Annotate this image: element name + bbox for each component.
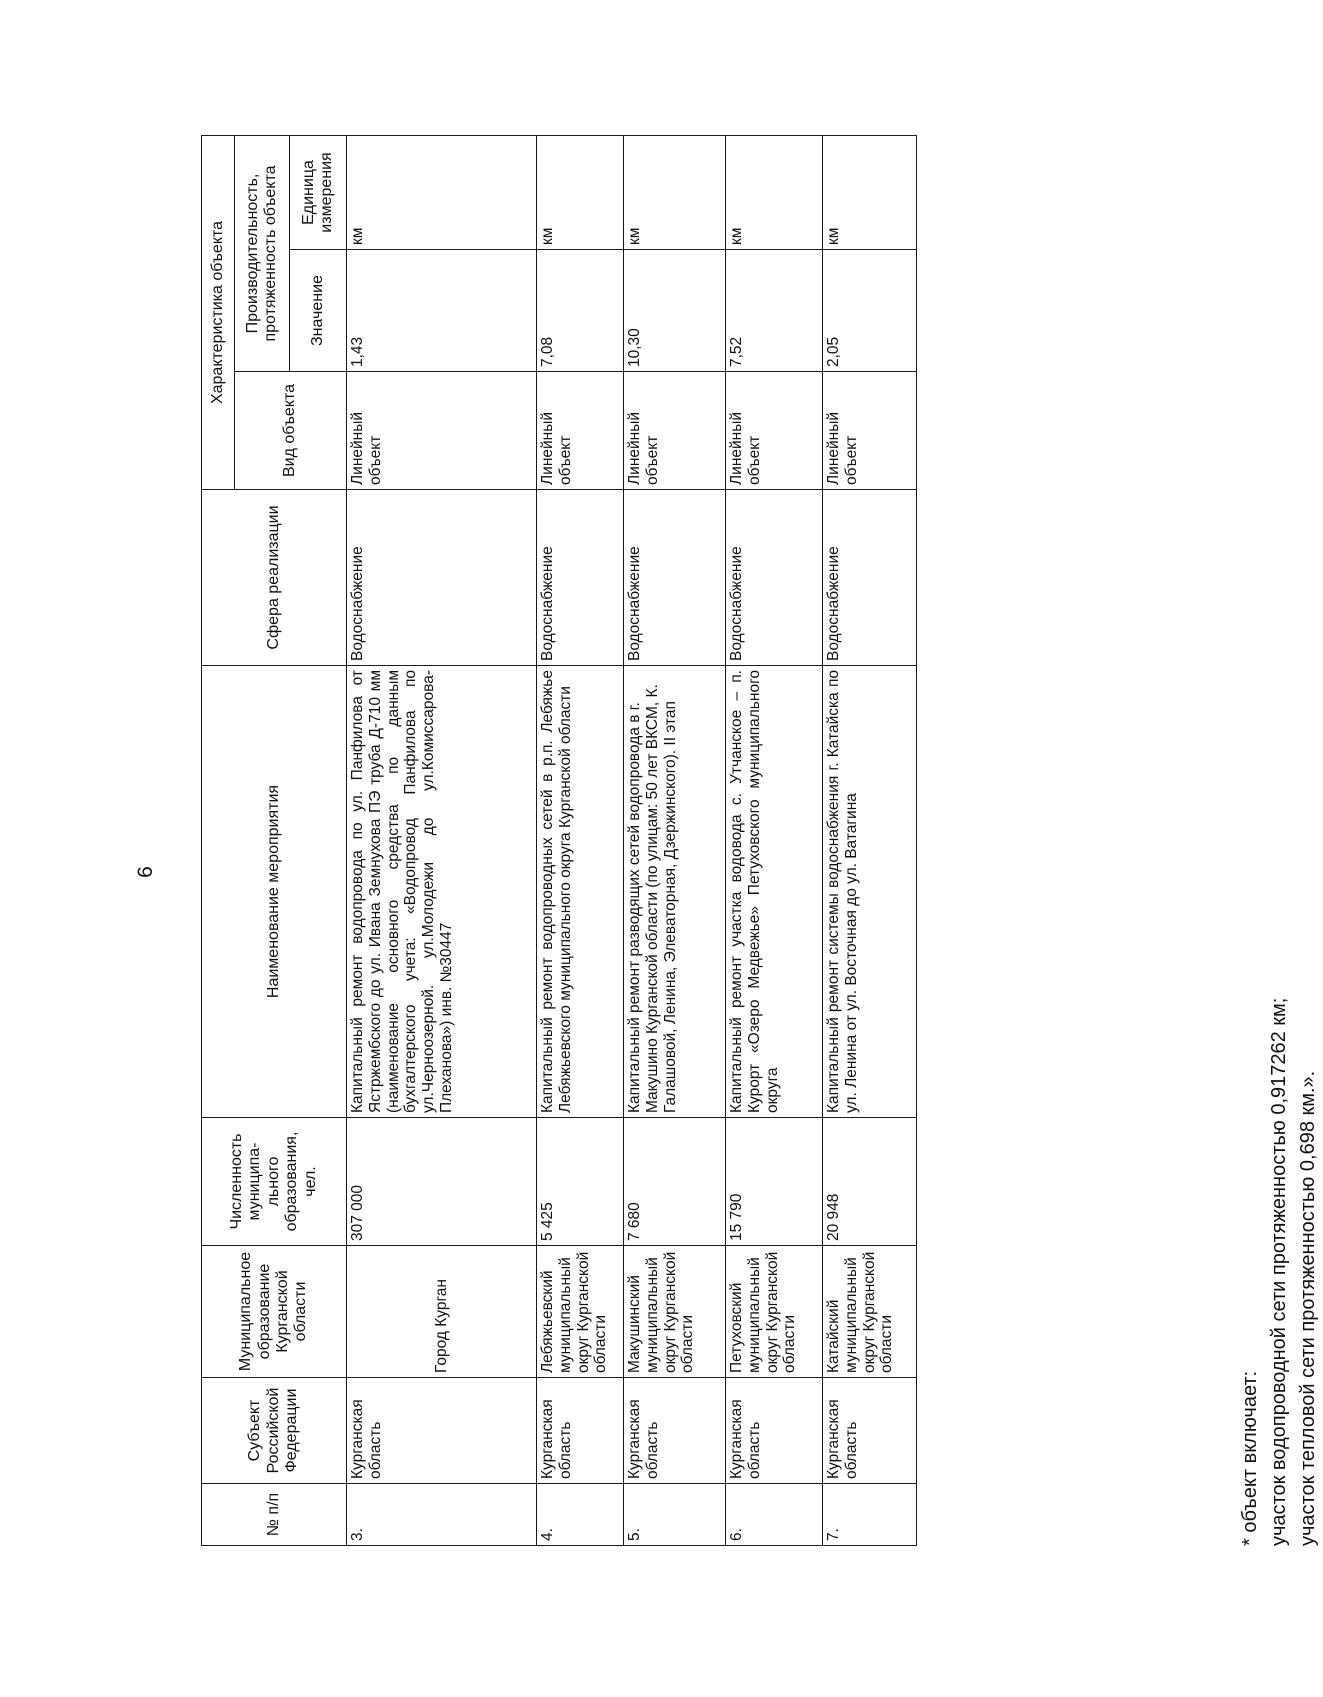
row-subject: Курганская область (726, 1378, 823, 1484)
footnote-water-segment: участок водопроводной сети протяженностью 0,917262 км; (1268, 997, 1290, 1546)
table-row (726, 136, 823, 1546)
row-municipality: Город Курган (347, 1246, 537, 1378)
row-subject: Курганская область (537, 1378, 624, 1484)
header-characteristic: Характеристика объекта (202, 136, 235, 490)
header-unit: Единица измерения (290, 136, 347, 250)
footnote-heat-segment: участок тепловой сети протяженностью 0,698 км.». (1297, 1070, 1319, 1546)
row-unit: км (726, 136, 823, 250)
row-value: 7,08 (537, 250, 624, 372)
row-municipality: Лебяжьевский муниципальный округ Курганской области (537, 1246, 624, 1378)
row-value: 2,05 (823, 250, 917, 372)
page-number: 6 (133, 866, 157, 878)
row-subject: Курганская область (624, 1378, 726, 1484)
header-capacity: Производительность, протяженность объекта (235, 136, 290, 372)
row-name: Капитальный ремонт водопроводных сетей в р.п. Лебяжье Лебяжьевского муниципального округа Курганской области (537, 666, 624, 1118)
header-row-1 (202, 136, 235, 1546)
header-value: Значение (290, 250, 347, 372)
row-municipality: Катайский муниципальный округ Курганской области (823, 1246, 917, 1378)
row-num: 4. (537, 1484, 624, 1546)
row-population: 5 425 (537, 1118, 624, 1246)
row-name: Капитальный ремонт участка водовода с. Утчанское – п. Курорт «Озеро Медвежье» Петуховского муниципального округа (726, 666, 823, 1118)
row-unit: км (537, 136, 624, 250)
footnote (1236, 998, 1323, 1546)
table-row (624, 136, 726, 1546)
header-subject: Субъект Российской Федерации (202, 1378, 347, 1484)
row-kind: Линейный объект (823, 372, 917, 490)
rotated-document-content (201, 136, 1319, 1546)
header-name: Наименование мероприятия (202, 666, 347, 1118)
header-sphere: Сфера реализации (202, 490, 347, 666)
measures-table (201, 135, 917, 1546)
row-municipality: Макушинский муниципальный округ Курганской области (624, 1246, 726, 1378)
row-population: 307 000 (347, 1118, 537, 1246)
row-name: Капитальный ремонт водопровода по ул. Панфилова от Ястржембского до ул. Ивана Земнухова ПЭ труба Д-710 мм (наименование основного средства по данным бухгалтерского учета: «Водопровод Панфилова по ул.Черноозерной. ул.Молодежи до ул.Комиссарова-Плеханова») инв. №30447 (347, 666, 537, 1118)
row-num: 7. (823, 1484, 917, 1546)
row-num: 3. (347, 1484, 537, 1546)
row-unit: км (624, 136, 726, 250)
row-kind: Линейный объект (537, 372, 624, 490)
row-population: 15 790 (726, 1118, 823, 1246)
row-name: Капитальный ремонт системы водоснабжения г. Катайска по ул. Ленина от ул. Восточная до ул. Ватагина (823, 666, 917, 1118)
row-kind: Линейный объект (347, 372, 537, 490)
row-population: 20 948 (823, 1118, 917, 1246)
table-row (823, 136, 917, 1546)
row-value: 10,30 (624, 250, 726, 372)
row-sphere: Водоснабжение (537, 490, 624, 666)
row-name: Капитальный ремонт разводящих сетей водопровода в г. Макушино Курганской области (по улицам: 50 лет ВКСМ, К. Галашовой, Ленина, Элеваторная, Дзержинского). II этап (624, 666, 726, 1118)
row-value: 7,52 (726, 250, 823, 372)
footnote-intro: * объект включает: (1239, 1370, 1261, 1546)
row-municipality: Петуховский муниципальный округ Курганской области (726, 1246, 823, 1378)
header-num: № п/п (202, 1484, 347, 1546)
row-kind: Линейный объект (726, 372, 823, 490)
row-unit: км (823, 136, 917, 250)
header-municipality: Муниципальное образование Курганской области (202, 1246, 347, 1378)
row-num: 5. (624, 1484, 726, 1546)
row-unit: км (347, 136, 537, 250)
header-population: Численность муниципа-льного образования, чел. (202, 1118, 347, 1246)
row-sphere: Водоснабжение (726, 490, 823, 666)
row-population: 7 680 (624, 1118, 726, 1246)
row-sphere: Водоснабжение (624, 490, 726, 666)
row-subject: Курганская область (347, 1378, 537, 1484)
row-sphere: Водоснабжение (823, 490, 917, 666)
table-row (347, 136, 537, 1546)
row-kind: Линейный объект (624, 372, 726, 490)
header-kind: Вид объекта (235, 372, 347, 490)
row-sphere: Водоснабжение (347, 490, 537, 666)
table-row (537, 136, 624, 1546)
row-num: 6. (726, 1484, 823, 1546)
row-subject: Курганская область (823, 1378, 917, 1484)
row-value: 1,43 (347, 250, 537, 372)
